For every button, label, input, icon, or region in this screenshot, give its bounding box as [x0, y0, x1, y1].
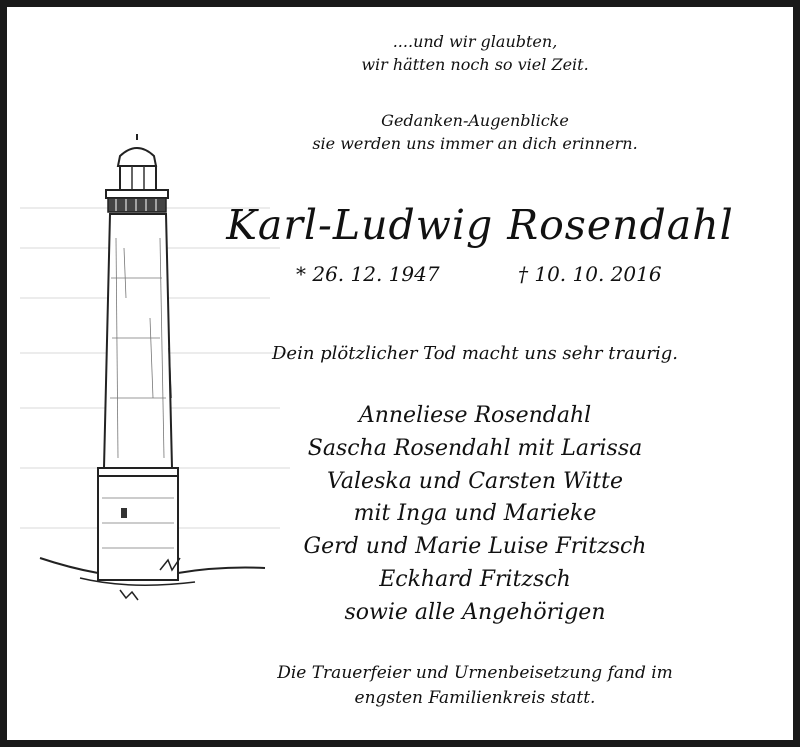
deceased-name: Karl-Ludwig Rosendahl — [226, 201, 734, 249]
footer-line: engsten Familienkreis statt. — [354, 688, 596, 708]
mourner-name: sowie alle Angehörigen — [344, 599, 606, 625]
quote-line: sie werden uns immer an dich erinnern. — [312, 134, 638, 153]
mourner-name: Sascha Rosendahl mit Larissa — [307, 435, 643, 461]
quote-line: wir hätten noch so viel Zeit. — [361, 55, 589, 74]
mourner-name: Eckhard Fritzsch — [379, 566, 571, 592]
footer-line: Die Trauerfeier und Urnenbeisetzung fand im — [277, 663, 673, 683]
mourner-name: Valeska und Carsten Witte — [327, 468, 623, 494]
birth-date: * 26. 12. 1947 — [296, 262, 440, 286]
quote-line: Gedanken-Augenblicke — [381, 111, 569, 130]
condolence-message: Dein plötzlicher Tod macht uns sehr traurig. — [272, 343, 678, 364]
mourner-name: Gerd und Marie Luise Fritzsch — [303, 534, 647, 560]
mourners-list — [230, 400, 720, 630]
quote-line: ....und wir glaubten, — [392, 32, 558, 51]
mourner-name: Anneliese Rosendahl — [358, 403, 592, 428]
funeral-note — [220, 661, 730, 711]
mourner-name: mit Inga und Marieke — [353, 501, 597, 527]
death-date: † 10. 10. 2016 — [518, 262, 662, 286]
opening-quote — [230, 30, 720, 76]
memory-quote — [230, 109, 720, 155]
